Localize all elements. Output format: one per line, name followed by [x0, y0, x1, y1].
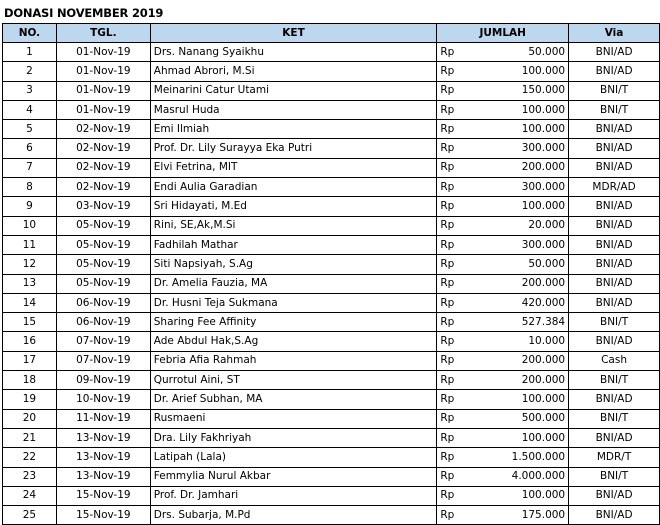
cell-currency[interactable]: Rp	[437, 486, 467, 505]
cell-amount[interactable]: 300.000	[467, 178, 569, 197]
cell-via[interactable]: BNI/AD	[569, 235, 660, 254]
cell-date[interactable]: 01-Nov-19	[56, 62, 150, 81]
cell-ket[interactable]: Latipah (Lala)	[150, 448, 437, 467]
cell-amount[interactable]: 300.000	[467, 139, 569, 158]
cell-via[interactable]: BNI/AD	[569, 486, 660, 505]
cell-ket[interactable]: Dr. Amelia Fauzia, MA	[150, 274, 437, 293]
cell-no[interactable]: 15	[3, 313, 57, 332]
table-row	[3, 313, 660, 332]
cell-no[interactable]: 6	[3, 139, 57, 158]
cell-currency[interactable]: Rp	[437, 293, 467, 312]
table-row	[3, 81, 660, 100]
table-row	[3, 428, 660, 447]
cell-no[interactable]: 20	[3, 409, 57, 428]
cell-ket[interactable]: Femmylia Nurul Akbar	[150, 467, 437, 486]
cell-currency[interactable]: Rp	[437, 43, 467, 62]
cell-via[interactable]: BNI/T	[569, 313, 660, 332]
table-row	[3, 467, 660, 486]
cell-no[interactable]: 3	[3, 81, 57, 100]
cell-currency[interactable]: Rp	[437, 62, 467, 81]
cell-currency[interactable]: Rp	[437, 332, 467, 351]
cell-date[interactable]: 05-Nov-19	[56, 255, 150, 274]
cell-no[interactable]: 11	[3, 235, 57, 254]
cell-via[interactable]: BNI/T	[569, 371, 660, 390]
cell-via[interactable]: BNI/AD	[569, 62, 660, 81]
table-row	[3, 371, 660, 390]
cell-no[interactable]: 23	[3, 467, 57, 486]
cell-date[interactable]: 13-Nov-19	[56, 448, 150, 467]
table-row	[3, 178, 660, 197]
cell-via[interactable]: BNI/AD	[569, 158, 660, 177]
cell-via[interactable]: BNI/T	[569, 409, 660, 428]
table-row	[3, 62, 660, 81]
cell-date[interactable]: 09-Nov-19	[56, 371, 150, 390]
cell-date[interactable]: 07-Nov-19	[56, 332, 150, 351]
cell-amount[interactable]: 175.000	[467, 506, 569, 525]
cell-via[interactable]: BNI/AD	[569, 274, 660, 293]
cell-amount[interactable]: 200.000	[467, 274, 569, 293]
table-row	[3, 43, 660, 62]
cell-date[interactable]: 05-Nov-19	[56, 274, 150, 293]
cell-via[interactable]: BNI/AD	[569, 428, 660, 447]
cell-no[interactable]: 1	[3, 43, 57, 62]
cell-currency[interactable]: Rp	[437, 216, 467, 235]
table-row	[3, 235, 660, 254]
table-row	[3, 100, 660, 119]
cell-date[interactable]: 10-Nov-19	[56, 390, 150, 409]
cell-date[interactable]: 05-Nov-19	[56, 235, 150, 254]
cell-currency[interactable]: Rp	[437, 158, 467, 177]
cell-amount[interactable]: 100.000	[467, 100, 569, 119]
cell-ket[interactable]: Ahmad Abrori, M.Si	[150, 62, 437, 81]
cell-currency[interactable]: Rp	[437, 409, 467, 428]
table-row	[3, 332, 660, 351]
cell-currency[interactable]: Rp	[437, 313, 467, 332]
header-via[interactable]: Via	[569, 24, 660, 43]
cell-currency[interactable]: Rp	[437, 428, 467, 447]
cell-currency[interactable]: Rp	[437, 506, 467, 525]
cell-amount[interactable]: 200.000	[467, 158, 569, 177]
cell-via[interactable]: Cash	[569, 351, 660, 370]
cell-ket[interactable]: Sharing Fee Affinity	[150, 313, 437, 332]
cell-ket[interactable]: Rusmaeni	[150, 409, 437, 428]
cell-amount[interactable]: 100.000	[467, 197, 569, 216]
cell-amount[interactable]: 4.000.000	[467, 467, 569, 486]
cell-no[interactable]: 10	[3, 216, 57, 235]
cell-date[interactable]: 15-Nov-19	[56, 486, 150, 505]
cell-amount[interactable]: 50.000	[467, 43, 569, 62]
sheet-title: DONASI NOVEMBER 2019	[4, 6, 164, 20]
cell-ket[interactable]: Emi Ilmiah	[150, 120, 437, 139]
cell-amount[interactable]: 1.500.000	[467, 448, 569, 467]
cell-date[interactable]: 01-Nov-19	[56, 43, 150, 62]
cell-currency[interactable]: Rp	[437, 274, 467, 293]
cell-via[interactable]: BNI/AD	[569, 390, 660, 409]
cell-ket[interactable]: Sri Hidayati, M.Ed	[150, 197, 437, 216]
cell-via[interactable]: BNI/AD	[569, 139, 660, 158]
cell-date[interactable]: 07-Nov-19	[56, 351, 150, 370]
header-row	[3, 24, 660, 43]
cell-amount[interactable]: 100.000	[467, 390, 569, 409]
cell-amount[interactable]: 100.000	[467, 120, 569, 139]
cell-no[interactable]: 9	[3, 197, 57, 216]
table-row	[3, 293, 660, 312]
cell-amount[interactable]: 10.000	[467, 332, 569, 351]
cell-currency[interactable]: Rp	[437, 390, 467, 409]
cell-currency[interactable]: Rp	[437, 448, 467, 467]
cell-amount[interactable]: 100.000	[467, 62, 569, 81]
cell-date[interactable]: 02-Nov-19	[56, 139, 150, 158]
cell-ket[interactable]: Masrul Huda	[150, 100, 437, 119]
cell-amount[interactable]: 100.000	[467, 428, 569, 447]
cell-ket[interactable]: Prof. Dr. Jamhari	[150, 486, 437, 505]
cell-ket[interactable]: Ade Abdul Hak,S.Ag	[150, 332, 437, 351]
cell-ket[interactable]: Fadhilah Mathar	[150, 235, 437, 254]
cell-via[interactable]: BNI/T	[569, 467, 660, 486]
table-row	[3, 158, 660, 177]
table-row	[3, 216, 660, 235]
cell-via[interactable]: BNI/AD	[569, 120, 660, 139]
cell-date[interactable]: 01-Nov-19	[56, 81, 150, 100]
cell-no[interactable]: 8	[3, 178, 57, 197]
table-row	[3, 506, 660, 525]
cell-via[interactable]: BNI/AD	[569, 293, 660, 312]
cell-amount[interactable]: 527.384	[467, 313, 569, 332]
table-row	[3, 448, 660, 467]
cell-no[interactable]: 16	[3, 332, 57, 351]
table-body	[3, 43, 660, 525]
cell-amount[interactable]: 150.000	[467, 81, 569, 100]
cell-amount[interactable]: 100.000	[467, 486, 569, 505]
table-row	[3, 390, 660, 409]
cell-currency[interactable]: Rp	[437, 197, 467, 216]
cell-amount[interactable]: 420.000	[467, 293, 569, 312]
cell-no[interactable]: 5	[3, 120, 57, 139]
cell-ket[interactable]: Qurrotul Aini, ST	[150, 371, 437, 390]
cell-currency[interactable]: Rp	[437, 467, 467, 486]
cell-currency[interactable]: Rp	[437, 100, 467, 119]
cell-amount[interactable]: 200.000	[467, 371, 569, 390]
cell-no[interactable]: 14	[3, 293, 57, 312]
cell-date[interactable]: 02-Nov-19	[56, 178, 150, 197]
cell-currency[interactable]: Rp	[437, 139, 467, 158]
table-row	[3, 139, 660, 158]
cell-amount[interactable]: 20.000	[467, 216, 569, 235]
cell-ket[interactable]: Endi Aulia Garadian	[150, 178, 437, 197]
cell-date[interactable]: 11-Nov-19	[56, 409, 150, 428]
cell-amount[interactable]: 500.000	[467, 409, 569, 428]
cell-ket[interactable]: Dr. Arief Subhan, MA	[150, 390, 437, 409]
cell-via[interactable]: BNI/T	[569, 100, 660, 119]
cell-amount[interactable]: 300.000	[467, 235, 569, 254]
cell-ket[interactable]: Dr. Husni Teja Sukmana	[150, 293, 437, 312]
cell-via[interactable]: BNI/AD	[569, 506, 660, 525]
cell-no[interactable]: 22	[3, 448, 57, 467]
cell-via[interactable]: BNI/AD	[569, 332, 660, 351]
cell-no[interactable]: 12	[3, 255, 57, 274]
cell-via[interactable]: BNI/AD	[569, 197, 660, 216]
cell-date[interactable]: 05-Nov-19	[56, 216, 150, 235]
table-row	[3, 486, 660, 505]
cell-via[interactable]: BNI/AD	[569, 216, 660, 235]
cell-amount[interactable]: 200.000	[467, 351, 569, 370]
cell-via[interactable]: BNI/T	[569, 81, 660, 100]
cell-ket[interactable]: Prof. Dr. Lily Surayya Eka Putri	[150, 139, 437, 158]
cell-via[interactable]: MDR/AD	[569, 178, 660, 197]
cell-currency[interactable]: Rp	[437, 81, 467, 100]
table-row	[3, 255, 660, 274]
cell-date[interactable]: 02-Nov-19	[56, 158, 150, 177]
cell-no[interactable]: 17	[3, 351, 57, 370]
cell-no[interactable]: 21	[3, 428, 57, 447]
cell-ket[interactable]: Elvi Fetrina, MIT	[150, 158, 437, 177]
cell-currency[interactable]: Rp	[437, 351, 467, 370]
cell-ket[interactable]: Meinarini Catur Utami	[150, 81, 437, 100]
cell-ket[interactable]: Rini, SE,Ak,M.Si	[150, 216, 437, 235]
cell-no[interactable]: 2	[3, 62, 57, 81]
cell-no[interactable]: 13	[3, 274, 57, 293]
cell-date[interactable]: 13-Nov-19	[56, 467, 150, 486]
cell-date[interactable]: 15-Nov-19	[56, 506, 150, 525]
cell-ket[interactable]: Febria Afia Rahmah	[150, 351, 437, 370]
cell-amount[interactable]: 50.000	[467, 255, 569, 274]
cell-date[interactable]: 06-Nov-19	[56, 313, 150, 332]
cell-via[interactable]: BNI/AD	[569, 255, 660, 274]
table-row	[3, 120, 660, 139]
cell-currency[interactable]: Rp	[437, 255, 467, 274]
cell-ket[interactable]: Siti Napsiyah, S.Ag	[150, 255, 437, 274]
table-row	[3, 351, 660, 370]
cell-date[interactable]: 02-Nov-19	[56, 120, 150, 139]
cell-currency[interactable]: Rp	[437, 371, 467, 390]
cell-no[interactable]: 18	[3, 371, 57, 390]
cell-ket[interactable]: Drs. Subarja, M.Pd	[150, 506, 437, 525]
table-row	[3, 274, 660, 293]
cell-date[interactable]: 13-Nov-19	[56, 428, 150, 447]
cell-ket[interactable]: Dra. Lily Fakhriyah	[150, 428, 437, 447]
header-tgl[interactable]: TGL.	[56, 24, 150, 43]
table-row	[3, 197, 660, 216]
header-ket[interactable]: KET	[150, 24, 437, 43]
donation-table	[2, 23, 660, 525]
cell-no[interactable]: 4	[3, 100, 57, 119]
cell-ket[interactable]: Drs. Nanang Syaikhu	[150, 43, 437, 62]
cell-currency[interactable]: Rp	[437, 235, 467, 254]
cell-no[interactable]: 24	[3, 486, 57, 505]
cell-date[interactable]: 01-Nov-19	[56, 100, 150, 119]
cell-date[interactable]: 03-Nov-19	[56, 197, 150, 216]
cell-date[interactable]: 06-Nov-19	[56, 293, 150, 312]
cell-via[interactable]: BNI/AD	[569, 43, 660, 62]
header-jumlah[interactable]: JUMLAH	[437, 24, 569, 43]
header-no[interactable]: NO.	[3, 24, 57, 43]
cell-via[interactable]: MDR/T	[569, 448, 660, 467]
cell-currency[interactable]: Rp	[437, 178, 467, 197]
cell-currency[interactable]: Rp	[437, 120, 467, 139]
cell-no[interactable]: 7	[3, 158, 57, 177]
cell-no[interactable]: 19	[3, 390, 57, 409]
cell-no[interactable]: 25	[3, 506, 57, 525]
table-row	[3, 409, 660, 428]
